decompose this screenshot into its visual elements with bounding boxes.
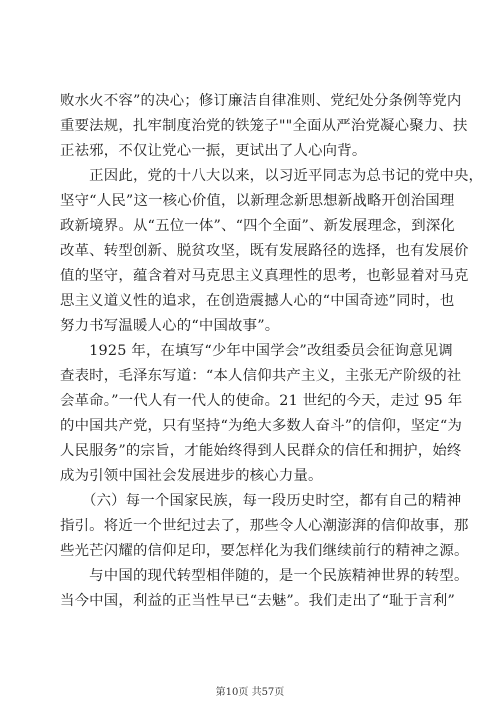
text-line: 值的坚守，蕴含着对马克思主义真理性的思考，也彰显着对马克 bbox=[60, 268, 469, 284]
text-line: 改革、转型创新、脱贫攻坚，既有发展路径的选择，也有发展价 bbox=[60, 243, 469, 259]
text-line: 的中国共产党，只有坚持“为绝大多数人奋斗”的信仰，坚定“为 bbox=[60, 418, 463, 434]
text-line: 努力书写温暖人心的“中国故事”。 bbox=[60, 318, 280, 334]
text-line: 正因此，党的十八大以来，以习近平同志为总书记的党中央， bbox=[60, 168, 484, 184]
text-line: 重要法规，扎牢制度治党的铁笼子""全面从严治党凝心聚力、扶 bbox=[60, 118, 468, 134]
text-line: （六）每一个国家民族，每一段历史时空，都有自己的精神 bbox=[60, 493, 462, 509]
text-line: 1925 年，在填写“少年中国学会”改组委员会征询意见调 bbox=[60, 343, 453, 359]
text-line: 坚守“人民”这一核心价值，以新理念新思想新战略开创治国理 bbox=[60, 193, 455, 209]
text-line: 当今中国，利益的正当性早已“去魅”。我们走出了“耻于言利” bbox=[60, 593, 455, 609]
body-text bbox=[60, 89, 484, 614]
paragraph-3 bbox=[60, 339, 463, 489]
paragraph-5 bbox=[60, 564, 469, 614]
text-line: 查表时，毛泽东写道：“本人信仰共产主义，主张无产阶级的社 bbox=[60, 368, 462, 384]
paragraph-1 bbox=[60, 89, 468, 164]
text-line: 正祛邪，不仅让党心一振，更试出了人心向背。 bbox=[60, 143, 367, 159]
page-footer: 第10页 共57页 bbox=[215, 687, 285, 698]
text-line: 人民服务”的宗旨，才能始终得到人民群众的信任和拥护，始终 bbox=[60, 443, 462, 459]
text-line: 政新境界。从“五位一体”、“四个全面”、新发展理念，到深化 bbox=[60, 218, 455, 234]
paragraph-4 bbox=[60, 489, 469, 564]
text-line: 会革命。”一代人有一代人的使命。21 世纪的今天，走过 95 年 bbox=[60, 393, 463, 409]
text-line: 些光芒闪耀的信仰足印，要怎样化为我们继续前行的精神之源。 bbox=[60, 543, 469, 559]
text-line: 与中国的现代转型相伴随的，是一个民族精神世界的转型。 bbox=[60, 568, 469, 584]
text-line: 败水火不容”的决心；修订廉洁自律准则、党纪处分条例等党内 bbox=[60, 93, 462, 109]
text-line: 指引。将近一个世纪过去了，那些令人心潮澎湃的信仰故事，那 bbox=[60, 518, 469, 534]
text-line: 成为引领中国社会发展进步的核心力量。 bbox=[60, 468, 323, 484]
paragraph-2 bbox=[60, 164, 484, 339]
text-line: 思主义道义性的追求，在创造震撼人心的“中国奇迹”同时，也 bbox=[60, 293, 455, 309]
